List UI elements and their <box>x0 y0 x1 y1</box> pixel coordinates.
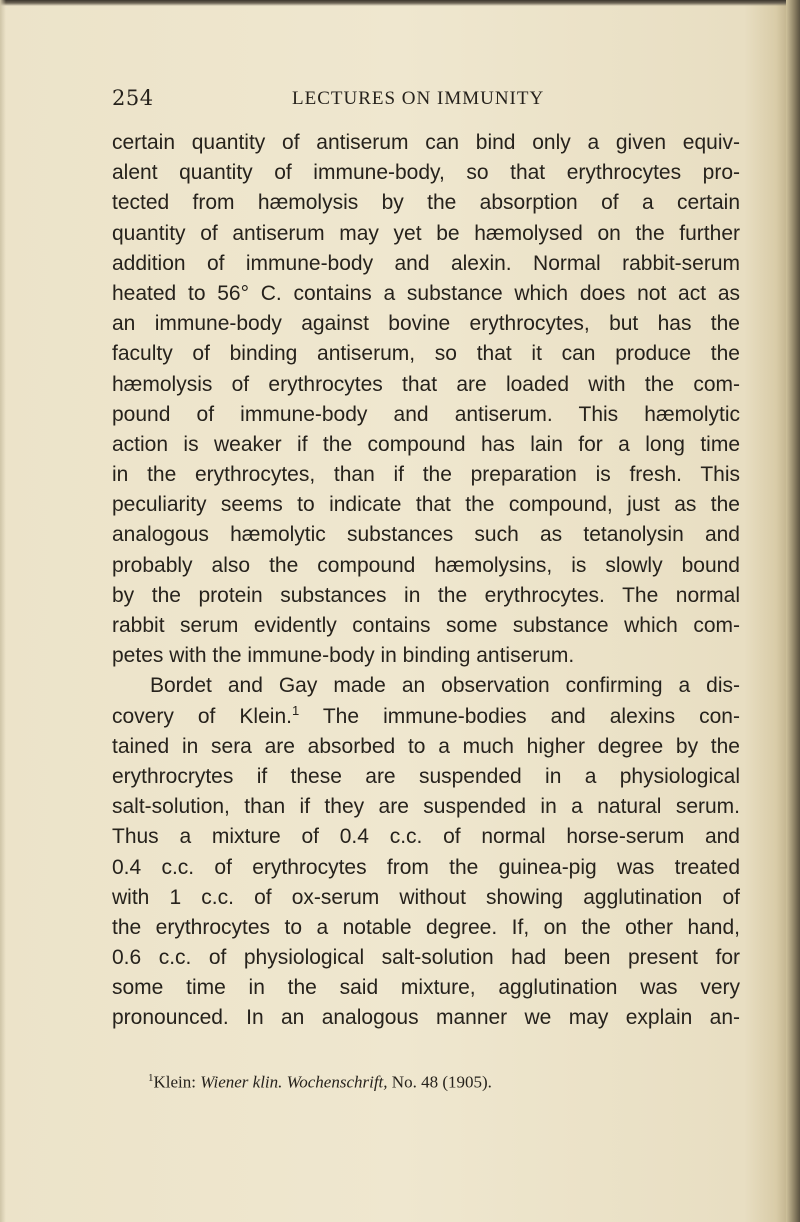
text-line: hæmolysis of erythrocytes that are loaded with the com- <box>112 372 740 396</box>
page-binding-edge <box>786 0 800 1222</box>
text-line: with 1 c.c. of ox-serum without showing agglutination of <box>112 885 740 909</box>
body-text <box>112 128 740 1034</box>
text-fragment: The immune-bodies and alexins con- <box>322 704 740 728</box>
text-line: analogous hæmolytic substances such as tetanolysin and <box>112 523 740 547</box>
text-line: by the protein substances in the erythrocytes. The normal <box>112 583 740 607</box>
page-header <box>112 86 762 120</box>
text-line: peculiarity seems to indicate that the compound, just as the <box>112 493 740 517</box>
text-line: some time in the said mixture, agglutination was very <box>112 976 740 1000</box>
page-left-edge <box>0 0 6 1222</box>
text-line: an immune-body against bovine erythrocytes, but has the <box>112 312 740 336</box>
text-line: tained in sera are absorbed to a much higher degree by the <box>112 734 740 758</box>
text-line: rabbit serum evidently contains some substance which com- <box>112 614 740 637</box>
text-line: addition of immune-body and alexin. Normal rabbit-serum <box>112 251 740 275</box>
text-line: petes with the immune-body in binding antiserum. <box>112 644 575 668</box>
page-top-shadow <box>0 0 800 6</box>
footnote-reference: 1 <box>291 702 300 718</box>
text-line: quantity of antiserum may yet be hæmolysed on the further <box>112 221 740 245</box>
footnote-journal: Wiener klin. Wochenschrift, <box>200 1072 388 1092</box>
text-line: pound of immune-body and antiserum. This hæmolytic <box>112 402 740 426</box>
text-line: probably also the compound hæmolysins, is slowly bound <box>112 553 740 577</box>
text-line: tected from hæmolysis by the absorption of a certain <box>112 191 740 215</box>
text-line: Bordet and Gay made an observation confirming a dis- <box>150 674 740 698</box>
text-line: faculty of binding antiserum, so that it can produce the <box>112 342 740 366</box>
text-line: erythrocrytes if these are suspended in a physiological <box>112 764 740 788</box>
footnote-citation: No. 48 (1905). <box>391 1072 492 1092</box>
text-line: heated to 56° C. contains a substance which does not act as <box>112 281 740 305</box>
text-fragment: covery of Klein. <box>112 704 292 728</box>
text-line: 0.4 c.c. of erythrocytes from the guinea-pig was treated <box>112 855 740 879</box>
text-line: in the erythrocytes, than if the preparation is fresh. This <box>112 463 740 487</box>
text-line: certain quantity of antiserum can bind only a given equiv- <box>112 131 740 154</box>
text-line: salt-solution, than if they are suspended in a natural serum. <box>112 795 740 819</box>
page-number: 254 <box>112 86 154 110</box>
running-head: LECTURES ON IMMUNITY <box>292 88 545 109</box>
text-line: pronounced. In an analogous manner we may explain an- <box>112 1006 740 1030</box>
text-line-with-footnote <box>112 702 740 732</box>
footnote-mark: 1 <box>148 1072 154 1084</box>
text-line: Thus a mixture of 0.4 c.c. of normal horse-serum and <box>112 825 740 849</box>
footnote <box>148 1072 748 1093</box>
text-line: action is weaker if the compound has lain for a long time <box>112 432 740 456</box>
footnote-author: Klein: <box>153 1072 196 1092</box>
text-line: the erythrocytes to a notable degree. If, on the other hand, <box>112 915 740 939</box>
text-line: alent quantity of immune-body, so that erythrocytes pro- <box>112 161 740 185</box>
text-line: 0.6 c.c. of physiological salt-solution had been present for <box>112 946 740 970</box>
